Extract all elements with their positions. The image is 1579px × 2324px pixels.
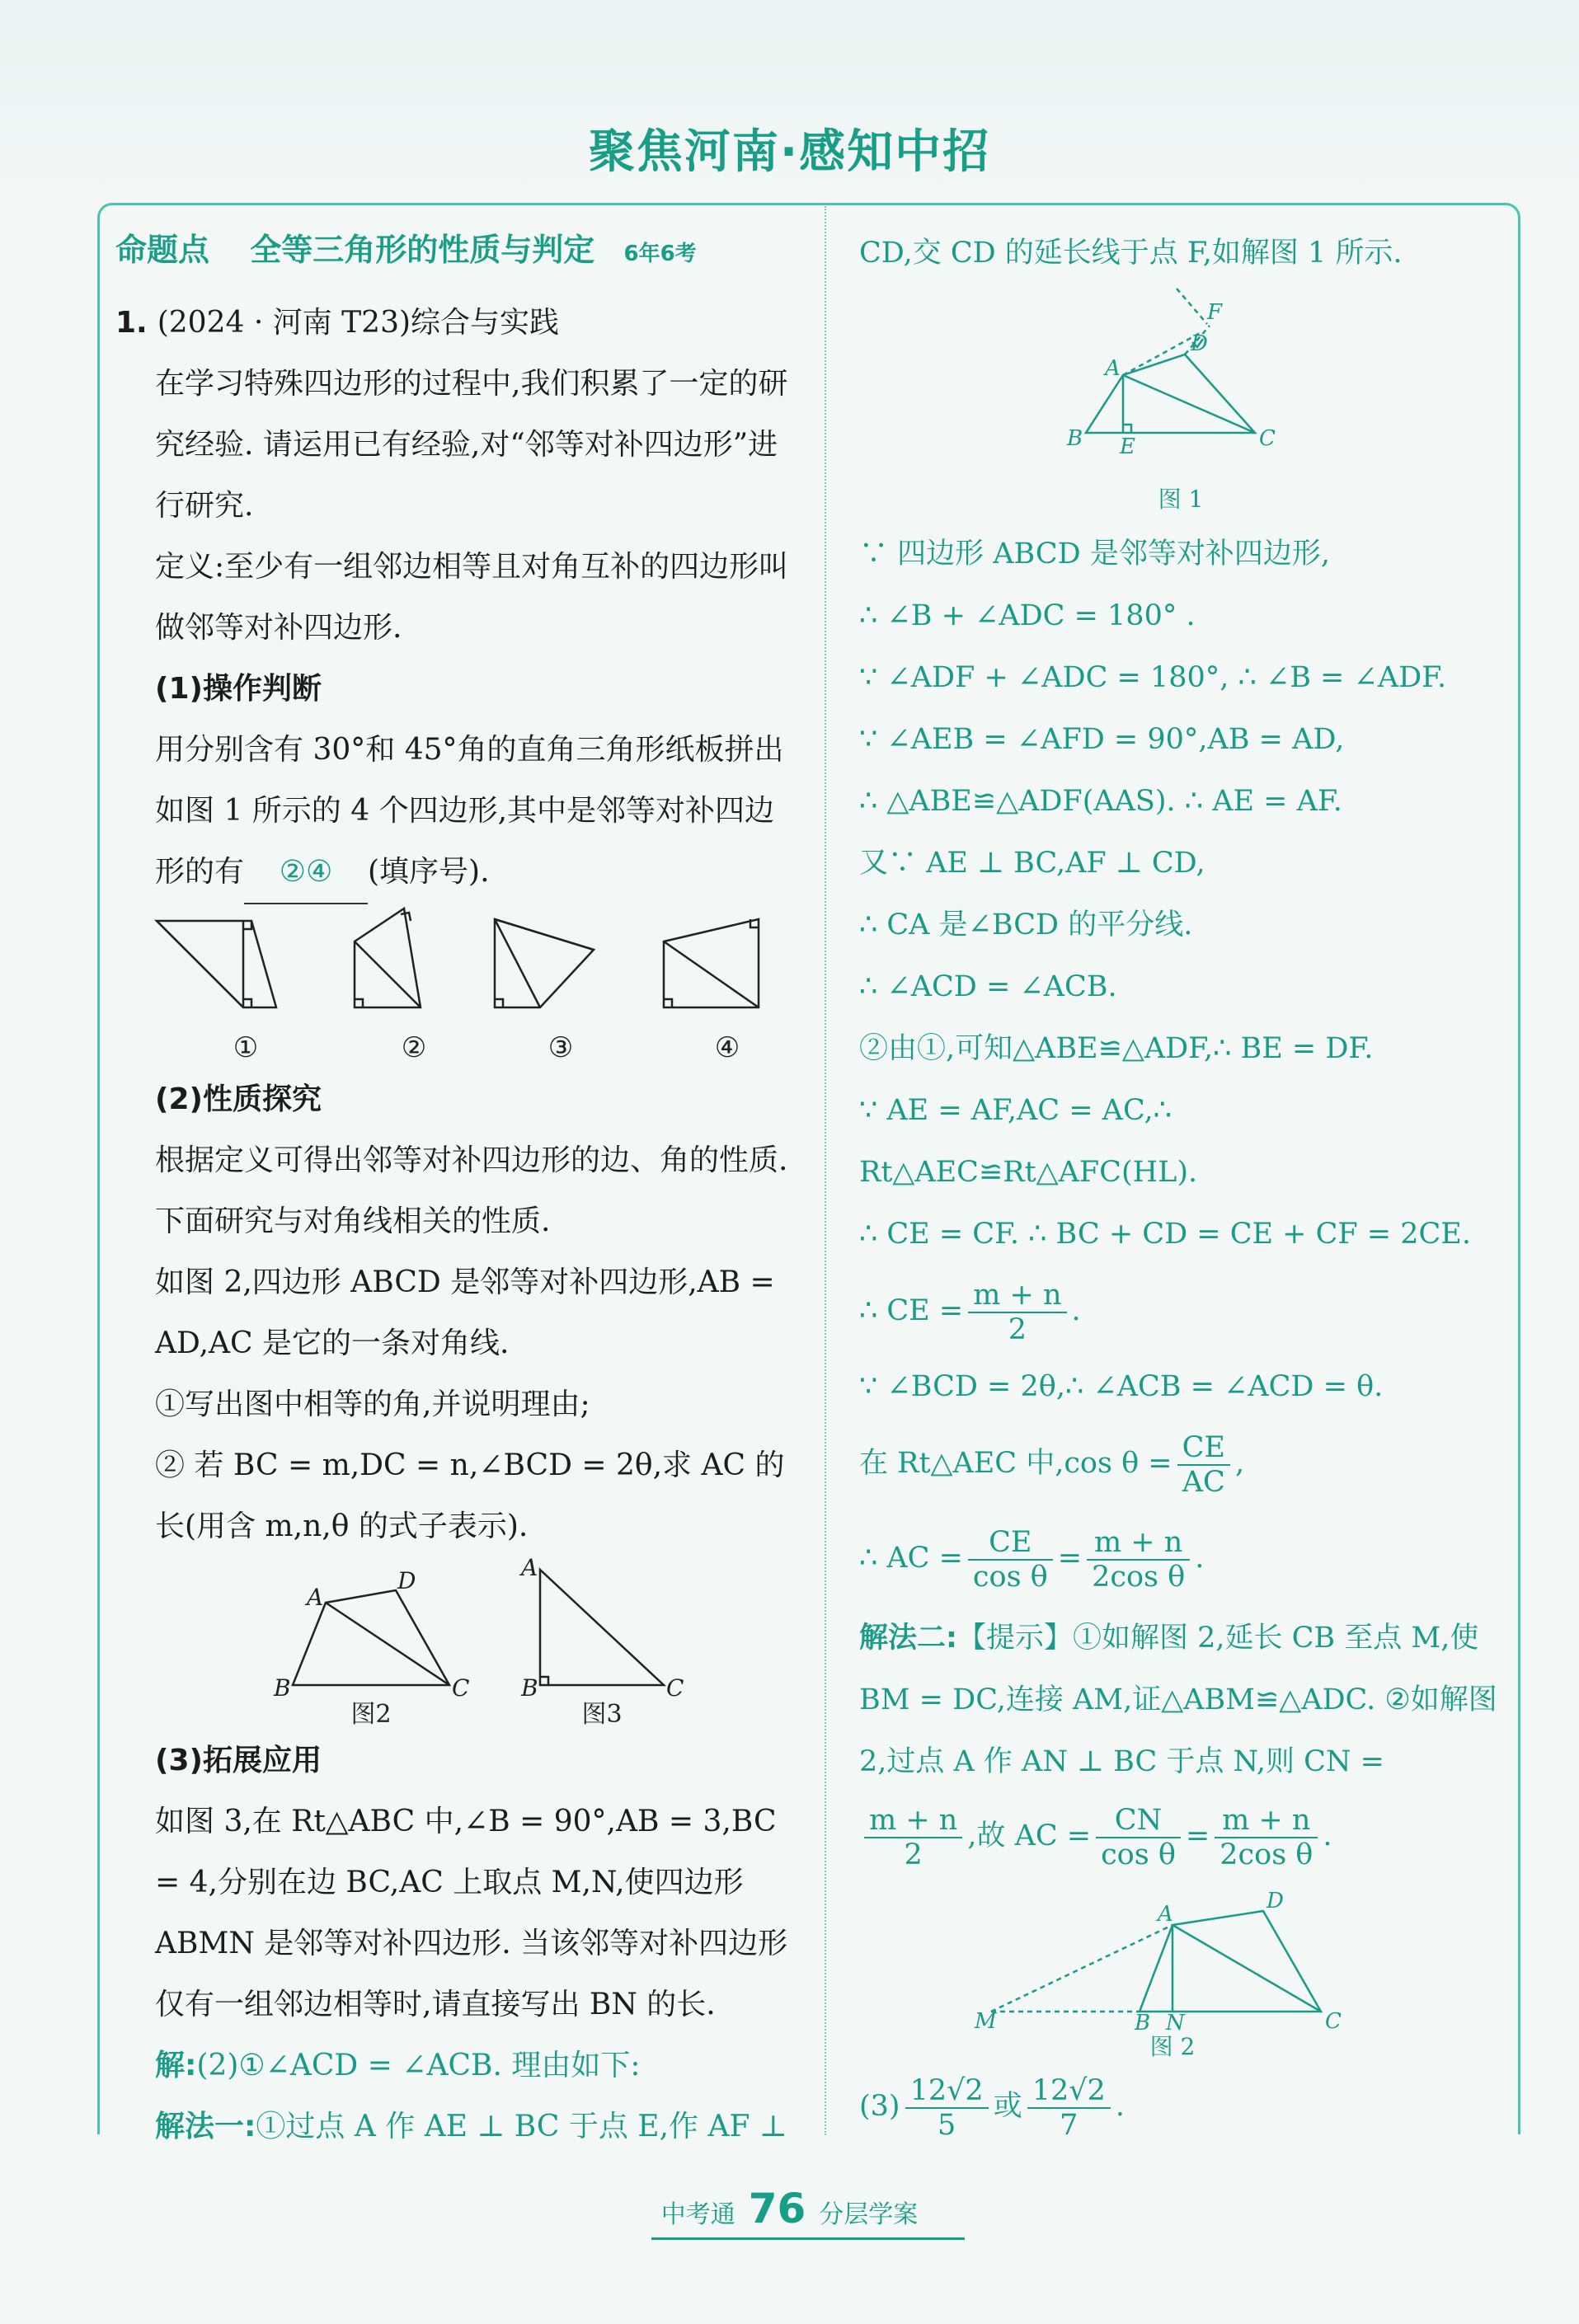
svg-text:C: C (1325, 2009, 1342, 2034)
part3-answer: (3) $\frac{12√2}{5}$ 或 $\frac{12√2}{7}$ . (859, 2073, 1125, 2142)
svg-text:E: E (1120, 434, 1135, 459)
footer-right: 分层学案 (819, 2200, 919, 2229)
part3-text: 如图 3,在 Rt△ABC 中,∠B = 90°,AB = 3,BC = 4,分别在边 BC,AC 上取点 M,N,使四边形 ABMN 是邻等对补四边形. 当该邻等对补四边形仅有一组邻边相等时,请直接写出 BN 的长. (155, 1805, 788, 2021)
section-title (115, 224, 697, 270)
page-footer (0, 2185, 1579, 2232)
svg-text:M: M (975, 2009, 997, 2034)
figure-1-shapes (115, 904, 800, 1069)
svg-text:C: C (452, 1674, 470, 1702)
shape-3-label: ③ (547, 1031, 574, 1064)
solution-line-1: (2)①∠ACD = ∠ACB. 理由如下: (196, 2049, 641, 2082)
svg-text:C: C (1259, 426, 1276, 451)
shape-4-label: ④ (714, 1031, 740, 1064)
svg-text:A: A (307, 1584, 324, 1611)
solution-label: 解: (155, 2049, 197, 2082)
part3-heading: (3)拓展应用 (155, 1744, 322, 1777)
question-source: (2024 · 河南 T23)综合与实践 (157, 306, 560, 340)
solution-intro (115, 2035, 800, 2096)
solution-figure-2-caption: 图 2 (1149, 2033, 1196, 2060)
svg-text:F: F (1207, 300, 1223, 325)
solution-figure-2 (859, 1880, 1502, 2061)
shape-1 (157, 921, 276, 1007)
step-5: ∴ △ABE≌△ADF(AAS). ∴ AE = AF. (859, 785, 1342, 818)
method2-equation: $\frac{m + n}{2}$ ,故 AC = $\frac{CN}{\text{cos θ}}$ = $\frac{m + n}{\text{2cos θ}}$ . (859, 1793, 1502, 1880)
solution-figure-1 (859, 284, 1502, 523)
svg-text:C: C (666, 1674, 684, 1702)
svg-text:B: B (521, 1674, 538, 1702)
left-column (115, 293, 800, 2157)
part1-heading: (1)操作判断 (155, 672, 322, 706)
shape-2-label: ② (401, 1031, 427, 1064)
question-definition: 定义:至少有一组邻边相等且对角互补的四边形叫做邻等对补四边形. (155, 550, 789, 645)
question-number: 1. (115, 306, 148, 340)
shape-3 (495, 919, 594, 1007)
part2-question-1: ①写出图中相等的角,并说明理由; (155, 1387, 590, 1421)
svg-text:A: A (521, 1557, 538, 1581)
page-title: 聚焦河南·感知中招 (588, 125, 991, 179)
step-1: ∵ 四边形 ABCD 是邻等对补四边形, (859, 538, 1330, 570)
step-7: ∴ CA 是∠BCD 的平分线. (859, 908, 1193, 941)
method2-text: 解法二:【提示】①如解图 2,延长 CB 至点 M,使 BM = DC,连接 AM,证△ABM≌△ADC. ②如解图 2,过点 A 作 AN ⊥ BC 于点 N,则 CN = (859, 1622, 1497, 1778)
solution-figure-1-caption: 图 1 (1158, 486, 1204, 513)
solution-continuation: CD,交 CD 的延长线于点 F,如解图 1 所示. (859, 237, 1403, 270)
step-9: ②由①,可知△ABE≌△ADF,∴ BE = DF. (859, 1032, 1374, 1065)
page-number: 76 (748, 2185, 806, 2232)
column-divider (825, 206, 826, 2135)
method1-text: ①过点 A 作 AE ⊥ BC 于点 E,作 AF ⊥ (256, 2110, 787, 2143)
svg-text:D: D (1191, 331, 1208, 356)
svg-text:A: A (1158, 1902, 1173, 1927)
part1-answer-blank: ②④ (244, 842, 368, 904)
shape-2 (355, 908, 421, 1007)
shape-4 (664, 919, 759, 1007)
question-header (115, 293, 800, 354)
section-count: 6年6考 (623, 242, 697, 266)
footer-underline (651, 2237, 965, 2240)
section-label: 命题点 (115, 232, 210, 268)
part1-text-a: 用分别含有 30°和 45°角的直角三角形纸板拼出如图 1 所示的 4 个四边形,其中是邻等对补四边形的有 (155, 733, 784, 889)
step-10: ∵ AE = AF,AC = AC,∴ Rt△AEC≌Rt△AFC(HL). (859, 1094, 1198, 1189)
part2-setup: 如图 2,四边形 ABCD 是邻等对补四边形,AB = AD,AC 是它的一条对角线. (155, 1265, 775, 1360)
figure-2-caption: 图2 (350, 1700, 392, 1729)
svg-text:B: B (1135, 2011, 1151, 2035)
ac-equation: ∴ AC = $\frac{CE}{\text{cos θ}}$ = $\frac{m + n}{\text{2cos θ}}$ . (859, 1525, 1205, 1594)
part2-question-2: ② 若 BC = m,DC = n,∠BCD = 2θ,求 AC 的长(用含 m,n,θ 的式子表示). (155, 1448, 785, 1543)
step-11: ∴ CE = CF. ∴ BC + CD = CE + CF = 2CE. (859, 1218, 1471, 1251)
cos-equation: 在 Rt△AEC 中,cos θ = $\frac{CE}{AC}$ , (859, 1430, 1245, 1499)
question-intro: 在学习特殊四边形的过程中,我们积累了一定的研究经验. 请运用已有经验,对“邻等对补四边形”进行研究. (155, 367, 788, 523)
ce-equation: ∴ CE = $\frac{m + n}{2}$ . (859, 1278, 1081, 1346)
method1-line (115, 2096, 800, 2157)
angle-line: ∵ ∠BCD = 2θ,∴ ∠ACB = ∠ACD = θ. (859, 1370, 1384, 1403)
step-6: 又∵ AE ⊥ BC,AF ⊥ CD, (859, 847, 1205, 880)
figures-2-3 (115, 1557, 800, 1730)
method1-label: 解法一: (155, 2110, 256, 2143)
svg-text:A: A (1105, 356, 1121, 381)
footer-left: 中考通 (660, 2200, 735, 2229)
step-4: ∵ ∠AEB = ∠AFD = 90°,AB = AD, (859, 723, 1345, 756)
svg-text:N: N (1166, 2011, 1185, 2035)
figure-3-caption: 图3 (581, 1700, 623, 1729)
step-2: ∴ ∠B + ∠ADC = 180° . (859, 599, 1196, 632)
part1-text-b: (填序号). (368, 855, 490, 889)
part1-text (115, 720, 800, 904)
shape-1-label: ① (233, 1031, 259, 1064)
svg-text:D: D (1266, 1889, 1284, 1913)
part2-text: 根据定义可得出邻等对补四边形的边、角的性质. 下面研究与对角线相关的性质. (155, 1143, 788, 1238)
svg-text:B: B (274, 1674, 291, 1702)
right-column (859, 223, 1502, 2152)
part2-heading: (2)性质探究 (155, 1082, 322, 1116)
svg-text:D: D (397, 1567, 416, 1594)
method2-label: 解法二: (859, 1622, 957, 1655)
svg-text:B: B (1067, 426, 1083, 451)
step-8: ∴ ∠ACD = ∠ACB. (859, 970, 1117, 1003)
step-3: ∵ ∠ADF + ∠ADC = 180°, ∴ ∠B = ∠ADF. (859, 661, 1447, 694)
section-topic: 全等三角形的性质与判定 (250, 232, 595, 268)
